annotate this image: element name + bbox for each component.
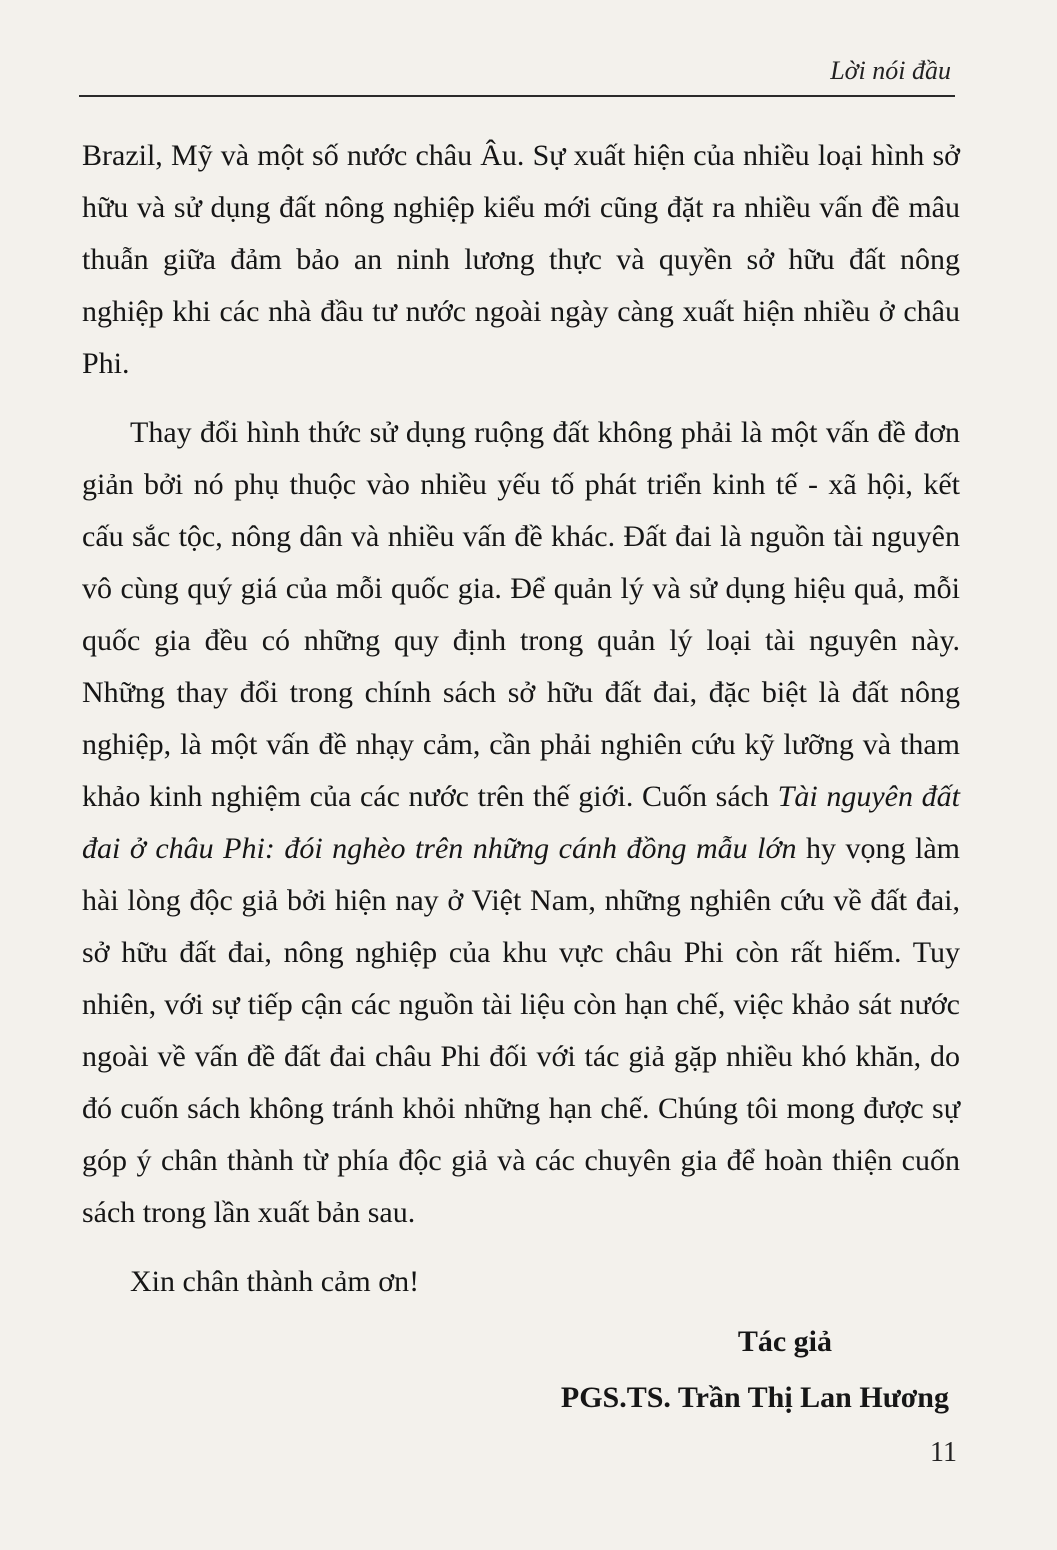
running-head-title: Lời nói đầu: [830, 56, 951, 85]
page-number: 11: [930, 1437, 957, 1468]
author-role: Tác giả: [737, 1325, 833, 1358]
paragraph-1: Brazil, Mỹ và một số nước châu Âu. Sự xuất hiện của nhiều loại hình sở hữu và sử dụng đất nông nghiệp kiểu mới cũng đặt ra nhiều vấn đề mâu thuẫn giữa đảm bảo an ninh lương thực và quyền sở hữu đất nông nghiệp khi các nhà đầu tư nước ngoài ngày càng xuất hiện nhiều ở châu Phi.: [82, 139, 960, 380]
author-name: PGS.TS. Trần Thị Lan Hương: [560, 1381, 949, 1414]
body-text: [82, 130, 960, 1308]
paragraph-2-start: Thay đổi hình thức sử dụng ruộng đất không phải là một vấn đề đơn giản bởi nó phụ thuộc vào nhiều yếu tố phát triển kinh tế - xã hội, kết cấu sắc tộc, nông dân và nhiều vấn đề khác. Đất đai là nguồn tài nguyên vô cùng quý giá của mỗi quốc gia. Để quản lý và sử dụng hiệu quả, mỗi quốc gia đều có những quy định trong quản lý loại tài nguyên này. Những thay đổi trong chính sách sở hữu đất đai, đặc biệt là đất nông nghiệp, là một vấn đề nhạy cảm, cần phải nghiên cứu kỹ lưỡng và tham khảo kinh nghiệm của các nước trên thế giới. Cuốn sách: [82, 416, 960, 813]
header-divider: [79, 95, 955, 97]
paragraph-3-thanks: Xin chân thành cảm ơn!: [130, 1265, 420, 1298]
book-title: Tài nguyên đất đai ở châu Phi: đói nghèo trên những cánh đồng mẫu lớn: [82, 780, 960, 865]
paragraph-2-end: hy vọng làm hài lòng độc giả bởi hiện nay ở Việt Nam, những nghiên cứu về đất đai, sở hữu đất đai, nông nghiệp của khu vực châu Phi còn rất hiếm. Tuy nhiên, với sự tiếp cận các nguồn tài liệu còn hạn chế, việc khảo sát nước ngoài về vấn đề đất đai châu Phi đối với tác giả gặp nhiều khó khăn, do đó cuốn sách không tránh khỏi những hạn chế. Chúng tôi mong được sự góp ý chân thành từ phía độc giả và các chuyên gia để hoàn thiện cuốn sách trong lần xuất bản sau.: [82, 832, 960, 1229]
signature-block: [561, 1314, 949, 1426]
paragraph-2: [82, 407, 960, 1239]
